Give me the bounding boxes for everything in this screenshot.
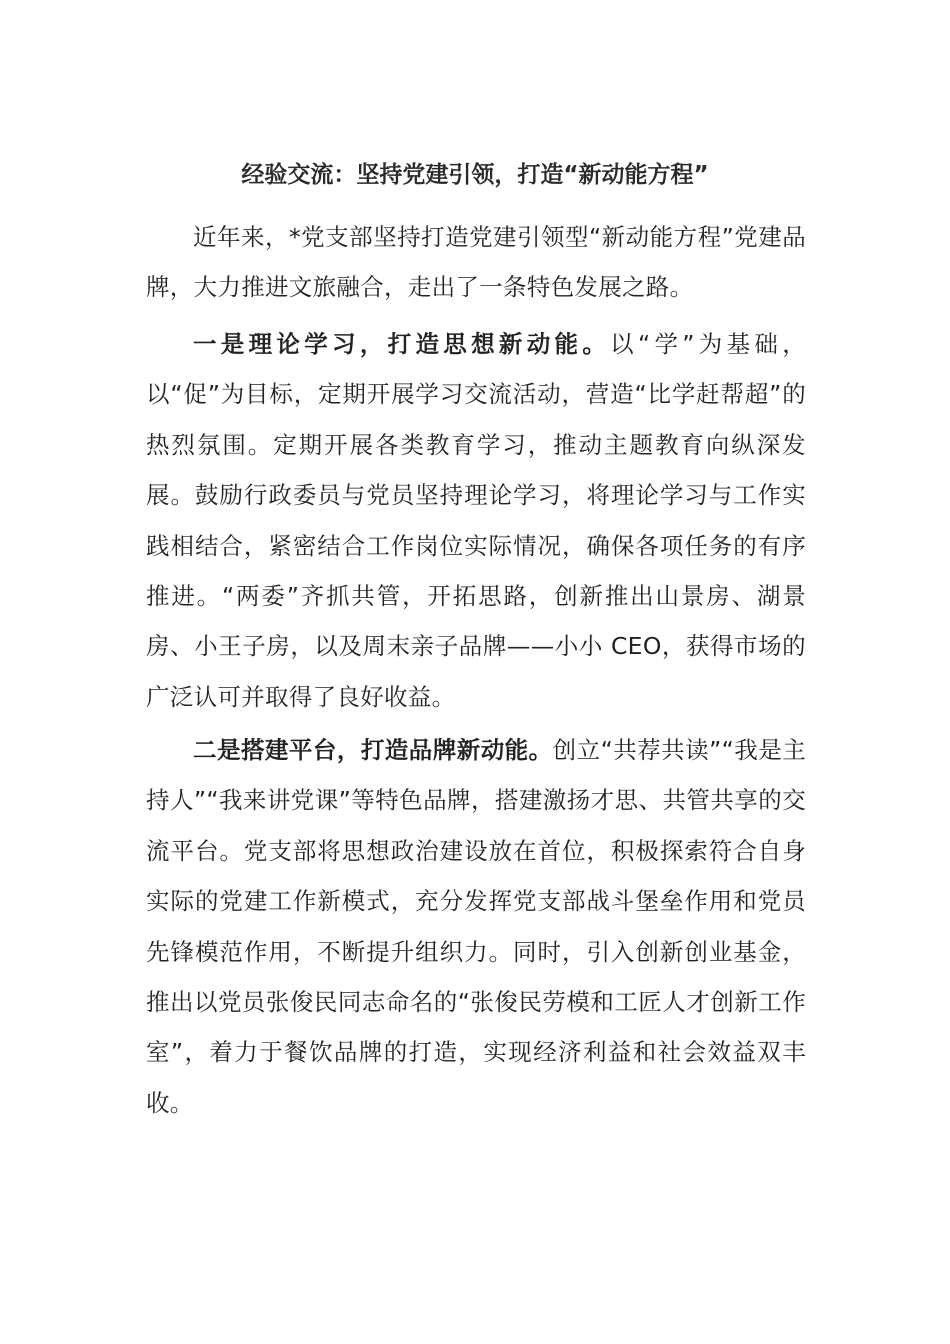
- document-title: 经验交流：坚持党建引领，打造“新动能方程”: [241, 162, 709, 188]
- section-paragraph-1: [146, 319, 806, 722]
- section-lead-2: 二是搭建平台，打造品牌新动能。: [193, 736, 553, 764]
- section-lead-1: 一是理论学习，打造思想新动能。: [193, 330, 611, 358]
- section-body-1: 以“学”为基础，以“促”为目标，定期开展学习交流活动，营造“比学赶帮超”的热烈氛围。定期开展各类教育学习，推动主题教育向纵深发展。鼓励行政委员与党员坚持理论学习，将理论学习与工作实践相结合，紧密结合工作岗位实际情况，确保各项任务的有序推进。“两委”齐抓共管，开拓思路，创新推出山景房、湖景房、小王子房，以及周末亲子品牌——小小 CEO，获得市场的广泛认可并取得了良好收益。: [146, 330, 807, 711]
- section-body-2: 创立“共荐共读”“我是主持人”“我来讲党课”等特色品牌，搭建激扬才思、共管共享的交流平台。党支部将思想政治建设放在首位，积极探索符合自身实际的党建工作新模式，充分发挥党支部战斗堡垒作用和党员先锋模范作用，不断提升组织力。同时，引入创新创业基金，推出以党员张俊民同志命名的“张俊民劳模和工匠人才创新工作室”，着力于餐饮品牌的打造，实现经济利益和社会效益双丰收。: [146, 736, 806, 1117]
- intro-paragraph: 近年来，*党支部坚持打造党建引领型“新动能方程”党建品牌，大力推进文旅融合，走出了一条特色发展之路。: [146, 223, 806, 302]
- section-paragraph-2: [146, 725, 806, 1128]
